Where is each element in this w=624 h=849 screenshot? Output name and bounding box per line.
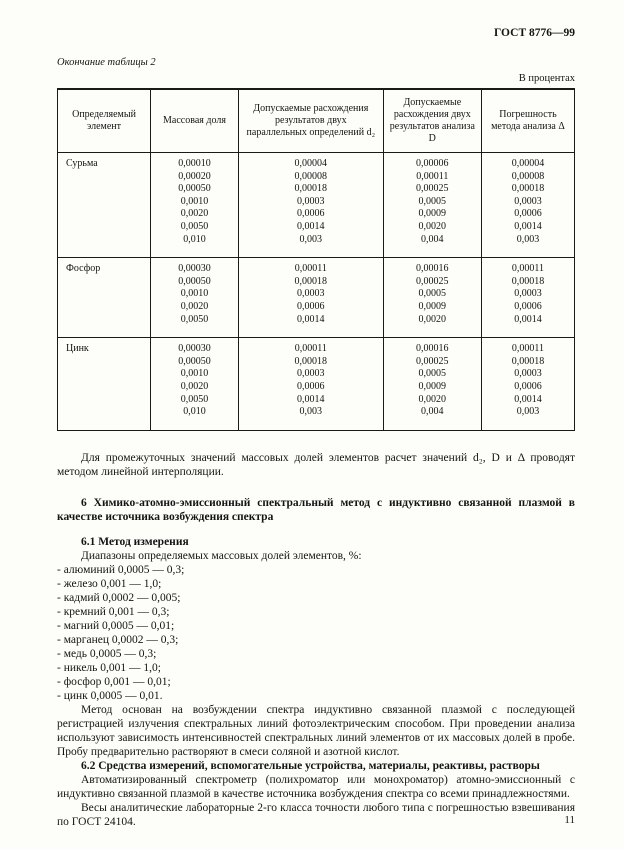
value-cell: 0,0006	[238, 301, 383, 314]
col-header-analysis-discrepancy-D: Допускаемые расхождения двух результатов анализа D	[383, 89, 481, 153]
table-header-row	[58, 89, 575, 153]
value-cell: 0,0009	[383, 381, 481, 394]
value-cell: 0,010	[151, 406, 239, 430]
section-6-heading: 6 Химико-атомно-эмиссионный спектральный метод с индуктивно связанной плазмой в качестве источника возбуждения спектра	[57, 496, 575, 523]
value-cell: 0,00050	[151, 183, 239, 196]
value-cell: 0,003	[481, 234, 574, 258]
value-cell: 0,0010	[151, 196, 239, 209]
value-cell: 0,00016	[383, 258, 481, 276]
value-cell: 0,0003	[238, 288, 383, 301]
value-cell: 0,00004	[238, 153, 383, 171]
element-name-empty-cell	[58, 394, 151, 407]
table-row	[58, 301, 575, 314]
value-cell: 0,0003	[481, 196, 574, 209]
range-item: - фосфор 0,001 — 0,01;	[57, 675, 171, 688]
value-cell: 0,00018	[238, 183, 383, 196]
value-cell: 0,0020	[383, 314, 481, 338]
value-cell: 0,00018	[481, 183, 574, 196]
value-cell: 0,00011	[238, 258, 383, 276]
table-row	[58, 368, 575, 381]
table-row	[58, 208, 575, 221]
range-item: - алюминий 0,0005 — 0,3;	[57, 563, 185, 576]
element-name-empty-cell	[58, 276, 151, 289]
value-cell: 0,00008	[238, 171, 383, 184]
value-cell: 0,0006	[238, 381, 383, 394]
element-name-empty-cell	[58, 288, 151, 301]
value-cell: 0,0009	[383, 301, 481, 314]
value-cell: 0,0003	[238, 368, 383, 381]
value-cell: 0,0006	[481, 301, 574, 314]
element-name-empty-cell	[58, 301, 151, 314]
element-group	[58, 258, 575, 338]
range-item: - марганец 0,0002 — 0,3;	[57, 633, 179, 646]
table-row	[58, 183, 575, 196]
table-row	[58, 406, 575, 430]
value-cell: 0,00011	[383, 171, 481, 184]
table-row	[58, 288, 575, 301]
value-cell: 0,003	[238, 234, 383, 258]
value-cell: 0,0020	[383, 394, 481, 407]
ranges-list	[57, 563, 575, 703]
element-name-empty-cell	[58, 356, 151, 369]
value-cell: 0,00010	[151, 153, 239, 171]
value-cell: 0,00020	[151, 171, 239, 184]
value-cell: 0,00011	[481, 258, 574, 276]
value-cell: 0,00050	[151, 356, 239, 369]
value-cell: 0,00018	[238, 276, 383, 289]
col-header-mass-fraction: Массовая доля	[151, 89, 239, 153]
element-name-empty-cell	[58, 368, 151, 381]
table-row	[58, 258, 575, 276]
table-row	[58, 356, 575, 369]
element-name-cell: Фосфор	[58, 258, 151, 276]
value-cell: 0,00030	[151, 258, 239, 276]
value-cell: 0,0003	[481, 288, 574, 301]
value-cell: 0,0009	[383, 208, 481, 221]
doc-reference: ГОСТ 8776—99	[494, 27, 575, 39]
table-continuation-label: Окончание таблицы 2	[57, 57, 156, 68]
table-row	[58, 221, 575, 234]
range-item: - цинк 0,0005 — 0,01.	[57, 689, 163, 702]
data-table	[57, 88, 575, 431]
table-row	[58, 394, 575, 407]
value-cell: 0,0050	[151, 221, 239, 234]
value-cell: 0,004	[383, 234, 481, 258]
value-cell: 0,00025	[383, 356, 481, 369]
value-cell: 0,0020	[151, 301, 239, 314]
value-cell: 0,00011	[238, 338, 383, 356]
value-cell: 0,00008	[481, 171, 574, 184]
table-row	[58, 381, 575, 394]
value-cell: 0,0006	[238, 208, 383, 221]
value-cell: 0,0006	[481, 381, 574, 394]
value-cell: 0,0014	[238, 314, 383, 338]
table-row	[58, 153, 575, 171]
col-header-method-error-delta: Погрешность метода анализа Δ	[481, 89, 574, 153]
value-cell: 0,0010	[151, 288, 239, 301]
element-group	[58, 338, 575, 431]
value-cell: 0,0014	[238, 221, 383, 234]
section-6-2-heading: 6.2 Средства измерений, вспомогательные устройства, материалы, реактивы, растворы	[81, 759, 540, 772]
col-header-element: Определяемый элемент	[58, 89, 151, 153]
page-number: 11	[564, 814, 575, 826]
value-cell: 0,004	[383, 406, 481, 430]
value-cell: 0,0050	[151, 314, 239, 338]
value-cell: 0,0014	[238, 394, 383, 407]
value-cell: 0,0006	[481, 208, 574, 221]
element-name-empty-cell	[58, 183, 151, 196]
value-cell: 0,00030	[151, 338, 239, 356]
element-name-empty-cell	[58, 221, 151, 234]
ranges-intro: Диапазоны определяемых массовых долей элементов, %:	[81, 549, 362, 562]
value-cell: 0,00018	[238, 356, 383, 369]
scales-paragraph: Весы аналитические лабораторные 2-го класса точности любого типа с погрешностью взвешивания по ГОСТ 24104.	[57, 801, 575, 828]
element-name-cell: Цинк	[58, 338, 151, 356]
range-item: - магний 0,0005 — 0,01;	[57, 619, 175, 632]
value-cell: 0,00004	[481, 153, 574, 171]
element-group	[58, 153, 575, 258]
value-cell: 0,003	[238, 406, 383, 430]
value-cell: 0,0005	[383, 288, 481, 301]
value-cell: 0,00016	[383, 338, 481, 356]
spectrometer-paragraph: Автоматизированный спектрометр (полихроматор или монохроматор) атомно-эмиссионный с индуктивно связанной плазмой в качестве источника возбуждения спектра со всеми принадлежностями.	[57, 773, 575, 800]
section-6-1-heading: 6.1 Метод измерения	[81, 535, 189, 548]
value-cell: 0,0020	[151, 208, 239, 221]
value-cell: 0,003	[481, 406, 574, 430]
range-item: - кремний 0,001 — 0,3;	[57, 605, 170, 618]
value-cell: 0,0003	[238, 196, 383, 209]
table-row	[58, 314, 575, 338]
table-row	[58, 171, 575, 184]
table-row	[58, 234, 575, 258]
element-name-empty-cell	[58, 381, 151, 394]
value-cell: 0,0005	[383, 368, 481, 381]
table-row	[58, 196, 575, 209]
value-cell: 0,00025	[383, 276, 481, 289]
element-name-empty-cell	[58, 196, 151, 209]
value-cell: 0,0014	[481, 394, 574, 407]
value-cell: 0,0003	[481, 368, 574, 381]
element-name-empty-cell	[58, 314, 151, 338]
element-name-empty-cell	[58, 234, 151, 258]
table-row	[58, 338, 575, 356]
value-cell: 0,00018	[481, 356, 574, 369]
range-item: - медь 0,0005 — 0,3;	[57, 647, 157, 660]
value-cell: 0,00006	[383, 153, 481, 171]
element-name-empty-cell	[58, 171, 151, 184]
element-name-empty-cell	[58, 406, 151, 430]
method-description: Метод основан на возбуждении спектра индуктивно связанной плазмой с последующей регистрацией излучения спектральных линий фотоэлектрическим способом. При проведении анализа используют зависимость интенсивностей спектральных линий элементов от их массовых долей в пробе. Пробу предварительно растворяют в смеси соляной и азотной кислот.	[57, 703, 575, 758]
units-label: В процентах	[518, 73, 575, 84]
value-cell: 0,00018	[481, 276, 574, 289]
value-cell: 0,0020	[383, 221, 481, 234]
interpolation-note: Для промежуточных значений массовых долей элементов расчет значений d₂, D и Δ проводят методом линейной интерполяции.	[57, 451, 575, 478]
value-cell: 0,0014	[481, 314, 574, 338]
value-cell: 0,00050	[151, 276, 239, 289]
value-cell: 0,00011	[481, 338, 574, 356]
table-row	[58, 276, 575, 289]
value-cell: 0,0005	[383, 196, 481, 209]
range-item: - никель 0,001 — 1,0;	[57, 661, 161, 674]
element-name-empty-cell	[58, 208, 151, 221]
value-cell: 0,0010	[151, 368, 239, 381]
value-cell: 0,0050	[151, 394, 239, 407]
range-item: - кадмий 0,0002 — 0,005;	[57, 591, 181, 604]
element-name-cell: Сурьма	[58, 153, 151, 171]
value-cell: 0,010	[151, 234, 239, 258]
value-cell: 0,00025	[383, 183, 481, 196]
value-cell: 0,0020	[151, 381, 239, 394]
col-header-parallel-discrepancy-d2: Допускаемые расхождения результатов двух параллельных определений d₂	[238, 89, 383, 153]
value-cell: 0,0014	[481, 221, 574, 234]
range-item: - железо 0,001 — 1,0;	[57, 577, 162, 590]
